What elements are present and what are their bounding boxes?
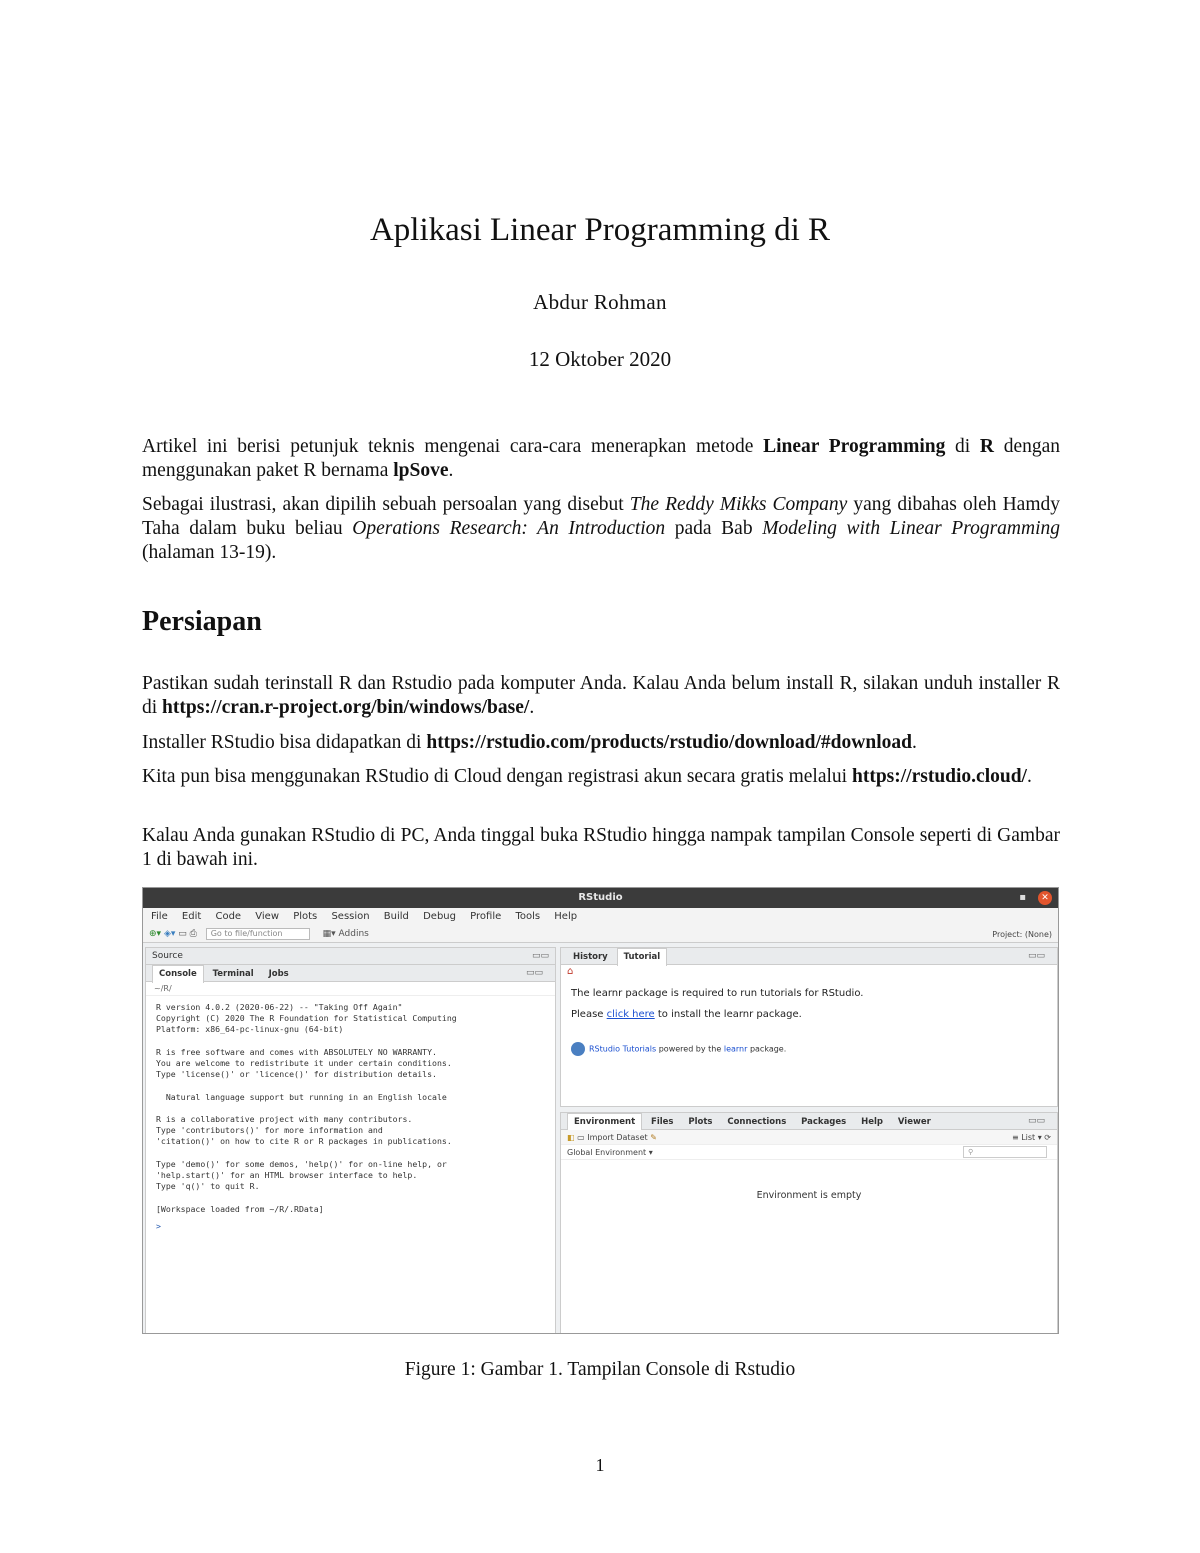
tutorial-footer [561, 1042, 1057, 1056]
goto-file-input[interactable]: Go to file/function [206, 928, 310, 940]
tutorial-message: The learnr package is required to run tutorials for RStudio. [571, 988, 864, 999]
bold-term: lpSove [393, 460, 449, 481]
rstudio-logo-icon [571, 1042, 585, 1056]
abstract-paragraph-1 [142, 435, 1060, 483]
grid-icon[interactable]: ▦▾ [322, 929, 336, 939]
menu-bar [143, 908, 1058, 926]
text-run: dengan menggunakan paket R bernama [142, 436, 1060, 481]
text-run: package. [747, 1044, 787, 1054]
tutorial-pane [560, 947, 1058, 1107]
menu-plots[interactable]: Plots [293, 911, 318, 922]
url-link[interactable]: https://rstudio.com/products/rstudio/download/#download [426, 732, 912, 753]
text-run: pada Bab [665, 518, 763, 539]
tab-connections[interactable]: Connections [727, 1117, 787, 1127]
tab-jobs[interactable]: Jobs [268, 969, 289, 979]
text-run: Kita pun bisa menggunakan RStudio di Cloud dengan registrasi akun secara gratis melalui [142, 766, 852, 787]
window-title: RStudio [578, 892, 623, 903]
new-file-icon[interactable]: ⊕▾ [149, 929, 162, 939]
text-run: . [1026, 766, 1032, 787]
tab-history[interactable]: History [573, 952, 608, 962]
import-dataset-button[interactable]: Import Dataset [587, 1133, 648, 1142]
tab-packages[interactable]: Packages [801, 1117, 847, 1127]
menu-file[interactable]: File [151, 911, 168, 922]
text-run: Sebagai ilustrasi, akan dipilih sebuah persoalan yang disebut [142, 494, 630, 515]
minimize-icon[interactable]: ▪ [1019, 892, 1026, 903]
print-icon[interactable]: ⎙ [189, 929, 197, 939]
console-output: R version 4.0.2 (2020-06-22) -- "Taking Off Again" Copyright (C) 2020 The R Foundation for Statistical Computing Platform: x86_64-pc-linux-gnu (64-bit) R is free software and comes with ABSOLUTELY NO WARRANTY. You are welcome to redistribute it under certain conditions. Type 'license()' or 'licence()' for distribution details. Natural language support but running in an English locale R is a collaborative project with many contributors. Type 'contributors()' for more information and 'citation()' on how to cite R or R packages in publications. Type 'demo()' for some demos, 'help()' for on-line help, or 'help.start()' for an HTML browser interface to help. Type 'q()' to quit R. [Workspace loaded from ~/R/.RData] [156, 1002, 457, 1214]
italic-term: Operations Research: An Introduction [352, 518, 666, 539]
abstract-paragraph-2 [142, 493, 1060, 565]
global-env-bar: Global Environment ▾ ⚲ [561, 1145, 1057, 1160]
menu-session[interactable]: Session [331, 911, 370, 922]
search-icon[interactable]: ⚲ [963, 1146, 1047, 1158]
tutorial-install-line [571, 1009, 1047, 1020]
tutorial-content [561, 978, 1057, 1036]
menu-view[interactable]: View [255, 911, 280, 922]
tab-plots[interactable]: Plots [688, 1117, 713, 1127]
url-link[interactable]: https://rstudio.cloud/ [851, 766, 1027, 787]
save-icon[interactable]: ▭ [178, 929, 187, 939]
menu-debug[interactable]: Debug [423, 911, 456, 922]
section-heading: Persiapan [142, 606, 262, 637]
text-run: . [448, 460, 454, 481]
figure-caption: Figure 1: Gambar 1. Tampilan Console di Rstudio [404, 1359, 796, 1380]
list-label: List [1021, 1133, 1036, 1142]
tab-console[interactable]: Console [152, 965, 204, 983]
pane-controls-icon[interactable]: ▭▭ [525, 968, 543, 978]
menu-build[interactable]: Build [383, 911, 409, 922]
menu-edit[interactable]: Edit [181, 911, 202, 922]
pane-controls-icon[interactable]: ▭▭ [531, 951, 549, 961]
italic-term: Modeling with Linear Programming [762, 518, 1060, 539]
italic-term: The Reddy Mikks Company [629, 494, 848, 515]
save-workspace-icon[interactable]: ▭ [577, 1133, 585, 1142]
tab-tutorial[interactable]: Tutorial [617, 948, 668, 966]
text-run: Artikel ini berisi petunjuk teknis mengenai cara-cara menerapkan metode [142, 436, 764, 457]
document-date: 12 Oktober 2020 [528, 347, 672, 371]
menu-tools[interactable]: Tools [515, 911, 541, 922]
rstudio-screenshot [142, 887, 1059, 1334]
tab-files[interactable]: Files [651, 1117, 674, 1127]
console-pane [145, 947, 556, 1334]
source-header [146, 948, 555, 965]
environment-tabs [561, 1113, 1057, 1130]
text-run: Please [571, 1009, 607, 1020]
text-run: di [945, 436, 980, 457]
environment-toolbar [561, 1130, 1057, 1145]
text-run: powered by the [656, 1044, 724, 1054]
load-workspace-icon[interactable]: ◧ [567, 1133, 575, 1142]
tab-viewer[interactable]: Viewer [897, 1117, 931, 1127]
author-name: Abdur Rohman [533, 290, 667, 314]
environment-empty-text: Environment is empty [756, 1190, 862, 1201]
bold-term: Linear Programming [763, 436, 946, 457]
console-path: ~/R/ [146, 982, 555, 996]
addins-menu[interactable]: Addins [338, 929, 369, 939]
text-run: yang dibahas oleh Hamdy Taha dalam buku beliau [142, 494, 1061, 539]
console-prompt[interactable]: > [156, 1220, 161, 1231]
url-link[interactable]: https://cran.r-project.org/bin/windows/base/ [162, 697, 530, 718]
environment-pane [560, 1112, 1058, 1334]
close-icon[interactable]: ✕ [1038, 891, 1052, 905]
menu-help[interactable]: Help [554, 911, 578, 922]
pane-controls-icon[interactable]: ▭▭ [1027, 951, 1045, 961]
section-paragraph-4: Kalau Anda gunakan RStudio di PC, Anda tinggal buka RStudio hingga nampak tampilan Console seperti di Gambar 1 di bawah ini. [142, 825, 1060, 870]
text-run: Pastikan sudah terinstall R dan Rstudio pada komputer Anda. Kalau Anda belum install R, silakan unduh installer R di [142, 673, 1060, 718]
list-view-menu[interactable]: ≡ List ▾ ⟳ [1011, 1133, 1051, 1142]
page-number: 1 [595, 1455, 605, 1475]
learnr-link[interactable]: learnr [723, 1044, 748, 1054]
menu-code[interactable]: Code [215, 911, 242, 922]
section-paragraph-3 [142, 765, 1060, 789]
tab-environment[interactable]: Environment [567, 1113, 642, 1131]
open-project-icon[interactable]: ◈▾ [163, 929, 176, 939]
project-menu[interactable]: Project: (None) [992, 930, 1052, 939]
text-run: (halaman 13-19). [142, 542, 277, 563]
tab-terminal[interactable]: Terminal [212, 969, 254, 979]
document-title: Aplikasi Linear Programming di R [369, 212, 831, 248]
section-paragraph-2 [142, 731, 1060, 755]
global-env-select[interactable]: Global Environment [567, 1148, 647, 1157]
history-tabs [561, 948, 1057, 965]
text-run: . [911, 732, 917, 753]
bold-term: R [979, 436, 994, 457]
tutorials-link[interactable]: RStudio Tutorials [589, 1044, 657, 1054]
broom-icon[interactable]: ✎ [650, 1133, 657, 1142]
window-titlebar [143, 888, 1058, 908]
menu-profile[interactable]: Profile [470, 911, 502, 922]
home-icon[interactable]: ⌂ [567, 966, 574, 977]
pane-controls-icon[interactable]: ▭▭ [1027, 1116, 1045, 1126]
tab-help[interactable]: Help [861, 1117, 883, 1127]
source-label[interactable]: Source [152, 951, 183, 961]
text-run: Installer RStudio bisa didapatkan di [142, 732, 427, 753]
main-toolbar [143, 926, 1058, 943]
section-paragraph-1 [142, 672, 1060, 720]
console-tabs [146, 965, 555, 982]
text-run: to install the learnr package. [654, 1009, 802, 1020]
click-here-link[interactable]: click here [606, 1009, 655, 1020]
text-run: . [529, 697, 535, 718]
